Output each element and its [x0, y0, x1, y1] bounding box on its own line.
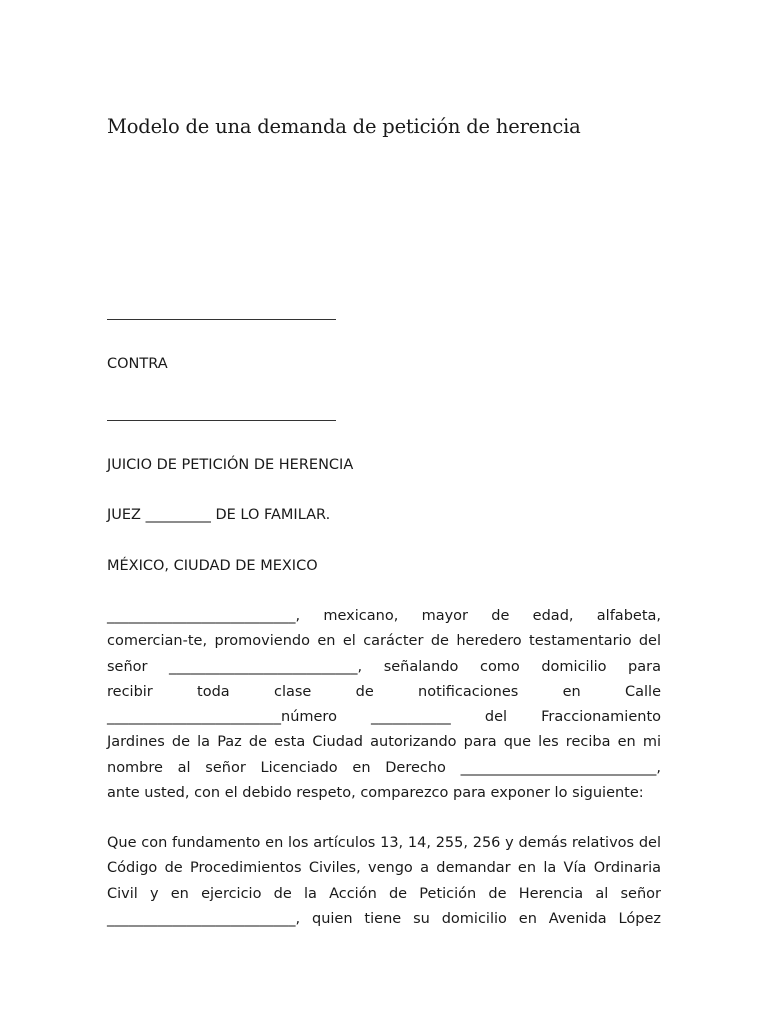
paragraph-line: Que con fundamento en los artículos 13, 14, 255, 256 y demás relativos del — [107, 835, 661, 851]
contra-label: CONTRA — [107, 356, 168, 372]
paragraph-line: Civil y en ejercicio de la Acción de Petición de Herencia al señor — [107, 885, 661, 902]
paragraph-line: ________________________número ___________ del Fraccionamiento — [107, 709, 661, 726]
paragraph-intro — [107, 604, 661, 806]
paragraph-line: ante usted, con el debido respeto, comparezco para exponer lo siguiente: — [107, 785, 644, 802]
paragraph-demanda — [107, 831, 661, 932]
defendant-name-blank — [107, 420, 336, 421]
paragraph-line: __________________________, quien tiene su domicilio en Avenida López — [107, 910, 661, 927]
paragraph-line: Jardines de la Paz de esta Ciudad autorizando para que les reciba en mi — [107, 734, 661, 751]
juicio-heading: JUICIO DE PETICIÓN DE HERENCIA — [107, 457, 354, 473]
document-title: Modelo de una demanda de petición de herencia — [107, 115, 581, 138]
paragraph-line: __________________________, mexicano, mayor de edad, alfabeta, — [107, 608, 661, 624]
paragraph-line: nombre al señor Licenciado en Derecho ___________________________, — [107, 759, 661, 776]
plaintiff-name-blank — [107, 319, 336, 320]
lugar-line: MÉXICO, CIUDAD DE MEXICO — [107, 558, 318, 574]
paragraph-line: comercian-te, promoviendo en el carácter de heredero testamentario del — [107, 633, 661, 650]
paragraph-line: recibir toda clase de notificaciones en Calle — [107, 683, 661, 700]
paragraph-line: señor __________________________, señalando como domicilio para — [107, 658, 661, 675]
paragraph-line: Código de Procedimientos Civiles, vengo a demandar en la Vía Ordinaria — [107, 860, 661, 877]
juez-line: JUEZ _________ DE LO FAMILAR. — [107, 507, 331, 523]
